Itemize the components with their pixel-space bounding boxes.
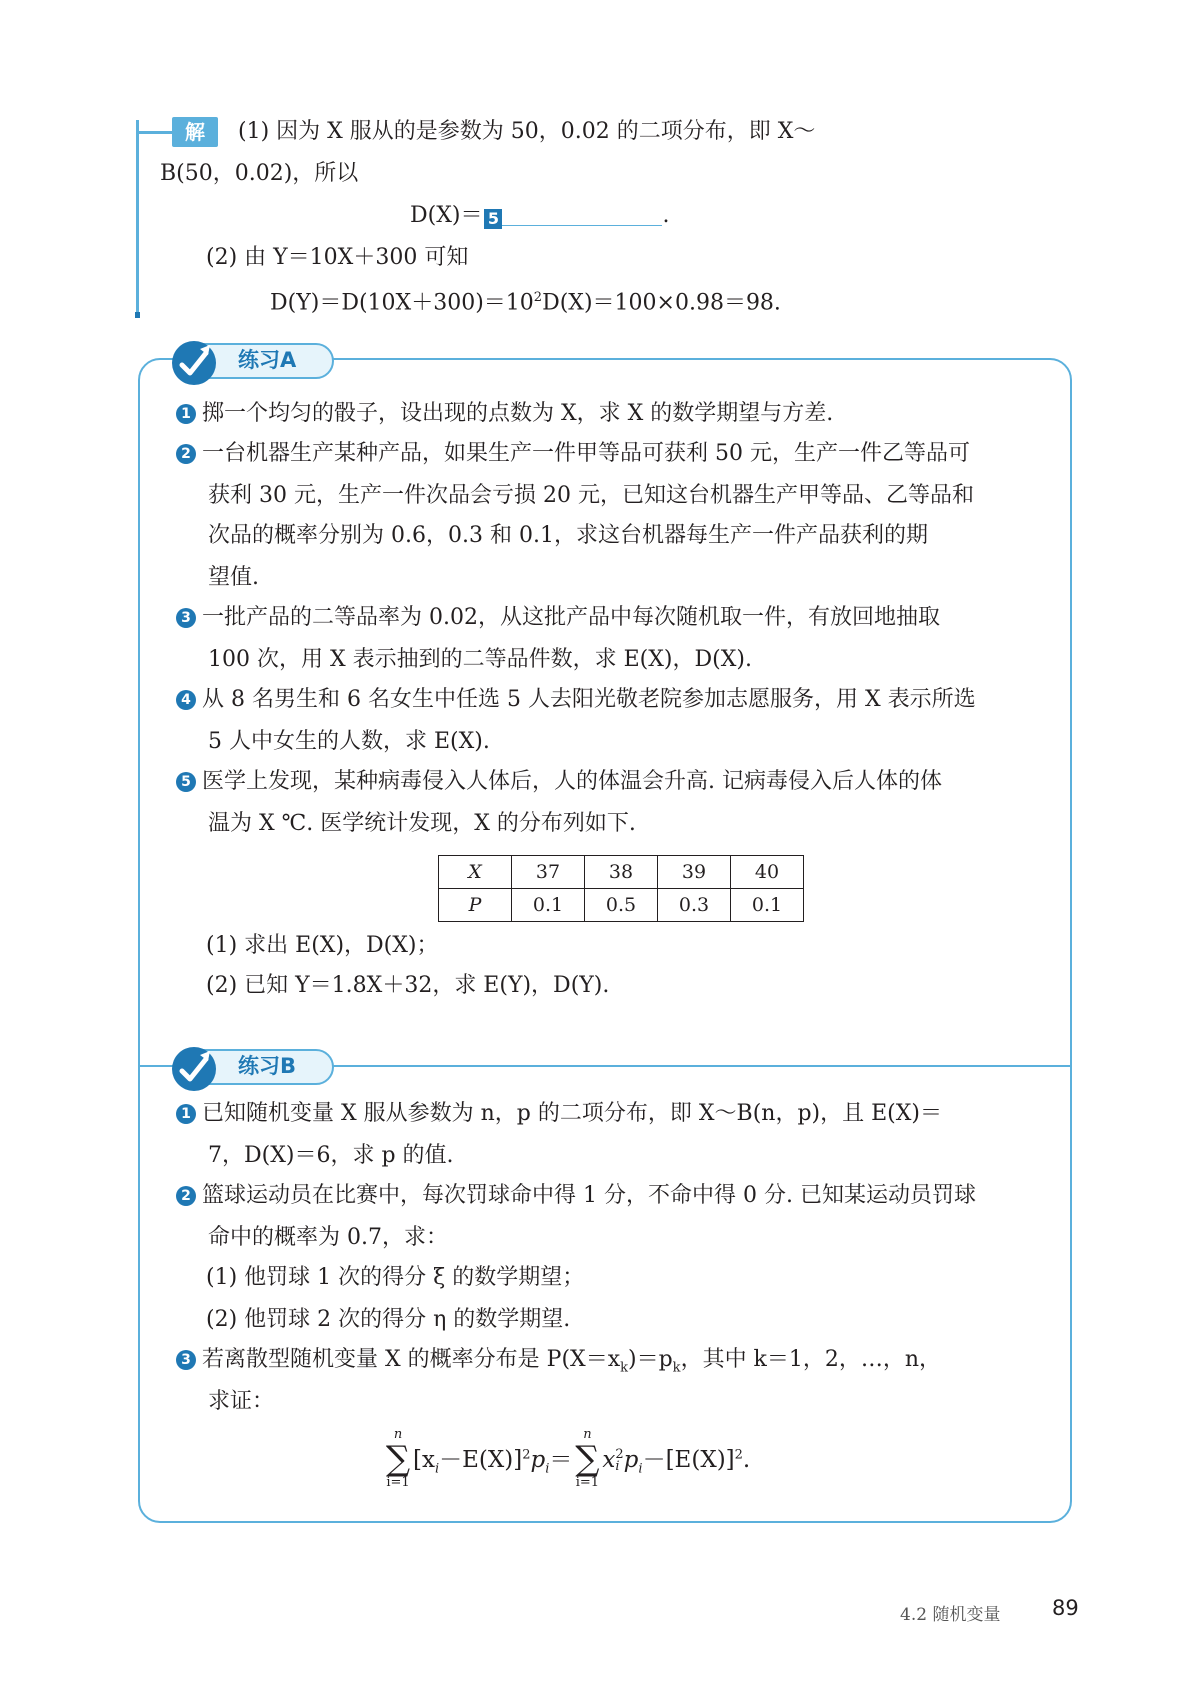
formula-rhs-x-sup: 2 — [615, 1447, 624, 1463]
formula-rhs — [602, 1447, 751, 1477]
sum-lower-bound: i=1 — [386, 1475, 410, 1490]
formula-lhs-open: [x — [413, 1447, 435, 1474]
practice-a-q5-line1 — [176, 766, 942, 798]
question-number-2: 2 — [176, 444, 196, 464]
sigma-glyph: ∑ — [385, 1439, 411, 1479]
practice-b-q2-sub1: (1) 他罚球 1 次的得分 ξ 的数学期望； — [206, 1265, 585, 1290]
practice-a-tab — [174, 343, 334, 379]
practice-b-title: 练习B — [238, 1054, 297, 1078]
formula-lhs — [413, 1447, 573, 1477]
table-cell: 0.1 — [731, 889, 804, 922]
practice-b-q2-text-1: 篮球运动员在比赛中，每次罚球命中得 1 分，不命中得 0 分. 已知某运动员罚球 — [202, 1183, 976, 1208]
formula-rhs-p-sub: i — [638, 1461, 643, 1477]
question-number-3: 3 — [176, 608, 196, 628]
practice-a-q4-line2: 5 人中女生的人数，求 E(X). — [208, 729, 490, 754]
practice-b-q3-text-a: 若离散型随机变量 X 的概率分布是 P(X＝x — [202, 1347, 621, 1372]
practice-a-q1-text: 掷一个均匀的骰子，设出现的点数为 X，求 X 的数学期望与方差. — [202, 401, 834, 426]
solution-line-1: (1) 因为 X 服从的是参数为 50，0.02 的二项分布，即 X～ — [238, 119, 816, 144]
table-cell: 37 — [512, 856, 585, 889]
sigma-glyph: ∑ — [575, 1439, 600, 1479]
practice-a-q3-line1 — [176, 602, 940, 634]
practice-b-q1-line1 — [176, 1098, 942, 1130]
practice-a-q5-sub1: (1) 求出 E(X)，D(X)； — [206, 933, 439, 958]
formula-rhs-p: p — [623, 1447, 639, 1474]
table-cell: 40 — [731, 856, 804, 889]
practice-a-q2-line1 — [176, 438, 970, 470]
sum-symbol-right — [572, 1428, 602, 1490]
solution-bar — [136, 120, 139, 312]
solution-line-3-prefix: D(X)＝ — [410, 203, 483, 228]
distribution-table — [438, 855, 804, 922]
practice-b-q3-sub-1: k — [620, 1360, 628, 1376]
formula-lhs-p: p — [530, 1447, 546, 1474]
table-cell: 38 — [585, 856, 658, 889]
practice-b-q3-line2: 求证： — [208, 1389, 275, 1414]
variance-formula — [383, 1428, 750, 1490]
practice-b-tab — [174, 1049, 334, 1085]
practice-b-q3-text-b: )＝p — [628, 1347, 673, 1372]
practice-b-q2-line1 — [176, 1180, 976, 1212]
table-row-x — [439, 856, 804, 889]
formula-rhs-tail-sup: 2 — [734, 1447, 743, 1463]
formula-rhs-x-sub: i — [615, 1459, 620, 1475]
formula-lhs-mid: －E(X)] — [439, 1447, 523, 1474]
formula-lhs-sup: 2 — [522, 1447, 531, 1463]
practice-a-q2-text-1: 一台机器生产某种产品，如果生产一件甲等品可获利 50 元，生产一件乙等品可 — [202, 441, 970, 466]
solution-tick — [136, 131, 172, 134]
formula-end: . — [742, 1447, 751, 1474]
question-number-5: 5 — [176, 772, 196, 792]
practice-b-q2-sub2: (2) 他罚球 2 次的得分 η 的数学期望. — [206, 1307, 571, 1332]
practice-a-q3-text-1: 一批产品的二等品率为 0.02，从这批产品中每次随机取一件，有放回地抽取 — [202, 605, 940, 630]
table-cell: P — [439, 889, 512, 922]
formula-equals: ＝ — [549, 1447, 573, 1474]
sum-upper-bound: n — [393, 1427, 403, 1442]
pencil-check-icon — [170, 339, 220, 387]
answer-blank-number: 5 — [484, 209, 502, 229]
solution-line-5-sup: 2 — [533, 290, 543, 305]
answer-blank-underline[interactable] — [502, 224, 662, 226]
sum-upper-bound: n — [583, 1427, 592, 1442]
solution-line-2: B(50，0.02)，所以 — [160, 161, 359, 186]
formula-rhs-tail: －[E(X)] — [642, 1447, 735, 1474]
practice-a-q3-line2: 100 次，用 X 表示抽到的二等品件数，求 E(X)，D(X). — [208, 647, 752, 672]
table-cell: 0.5 — [585, 889, 658, 922]
table-cell: 0.1 — [512, 889, 585, 922]
practice-a-q2-line2: 获利 30 元，生产一件次品会亏损 20 元，已知这台机器生产甲等品、乙等品和 — [208, 483, 974, 508]
solution-line-3-suffix: . — [662, 203, 670, 228]
question-number-1: 1 — [176, 1104, 196, 1124]
solution-line-3 — [410, 200, 669, 232]
page-number: 89 — [1052, 1596, 1079, 1620]
practice-a-q5-text-1: 医学上发现，某种病毒侵入人体后，人的体温会升高. 记病毒侵入后人体的体 — [202, 769, 942, 794]
solution-line-5 — [270, 282, 781, 319]
practice-b-q3-text-c: ，其中 k＝1，2，…，n， — [680, 1347, 942, 1372]
question-number-3: 3 — [176, 1350, 196, 1370]
formula-lhs-sub: i — [434, 1461, 440, 1477]
practice-a-q2-line4: 望值. — [208, 565, 259, 590]
practice-a-q1 — [176, 398, 833, 430]
pencil-check-icon — [170, 1045, 220, 1093]
practice-b-q3-sub-2: k — [672, 1360, 681, 1376]
practice-a-title: 练习A — [238, 348, 297, 372]
table-row-p — [439, 889, 804, 922]
solution-line-4: (2) 由 Y＝10X＋300 可知 — [206, 245, 469, 270]
formula-rhs-x-scripts — [615, 1449, 623, 1473]
question-number-2: 2 — [176, 1186, 196, 1206]
solution-line-5-b: D(X)＝100×0.98＝98. — [542, 290, 781, 316]
practice-a-q4-text-1: 从 8 名男生和 6 名女生中任选 5 人去阳光敬老院参加志愿服务，用 X 表示所选 — [202, 687, 976, 712]
table-cell: 39 — [658, 856, 731, 889]
sum-lower-bound: i=1 — [575, 1475, 600, 1490]
footer-section: 4.2 随机变量 — [900, 1605, 1001, 1625]
practice-b-q1-line2: 7，D(X)＝6，求 p 的值. — [208, 1143, 454, 1168]
sum-symbol-left — [383, 1428, 413, 1490]
question-number-1: 1 — [176, 404, 196, 424]
table-cell: X — [439, 856, 512, 889]
solution-line-5-a: D(Y)＝D(10X＋300)＝10 — [270, 290, 534, 316]
question-number-4: 4 — [176, 690, 196, 710]
practice-a-q5-line2: 温为 X ℃. 医学统计发现，X 的分布列如下. — [208, 811, 636, 836]
solution-badge: 解 — [172, 117, 218, 147]
practice-b-q1-text-1: 已知随机变量 X 服从参数为 n，p 的二项分布，即 X～B(n，p)，且 E(X)＝ — [202, 1101, 943, 1126]
formula-lhs-p-sub: i — [545, 1461, 550, 1477]
practice-a-q5-sub2: (2) 已知 Y＝1.8X＋32，求 E(Y)，D(Y). — [206, 973, 610, 998]
formula-rhs-x: x — [602, 1447, 616, 1474]
practice-b-q2-line2: 命中的概率为 0.7，求： — [208, 1225, 448, 1250]
practice-a-q4-line1 — [176, 684, 976, 716]
table-cell: 0.3 — [658, 889, 731, 922]
practice-b-q3-line1 — [176, 1344, 941, 1384]
practice-a-q2-line3: 次品的概率分别为 0.6，0.3 和 0.1，求这台机器每生产一件产品获利的期 — [208, 523, 928, 548]
